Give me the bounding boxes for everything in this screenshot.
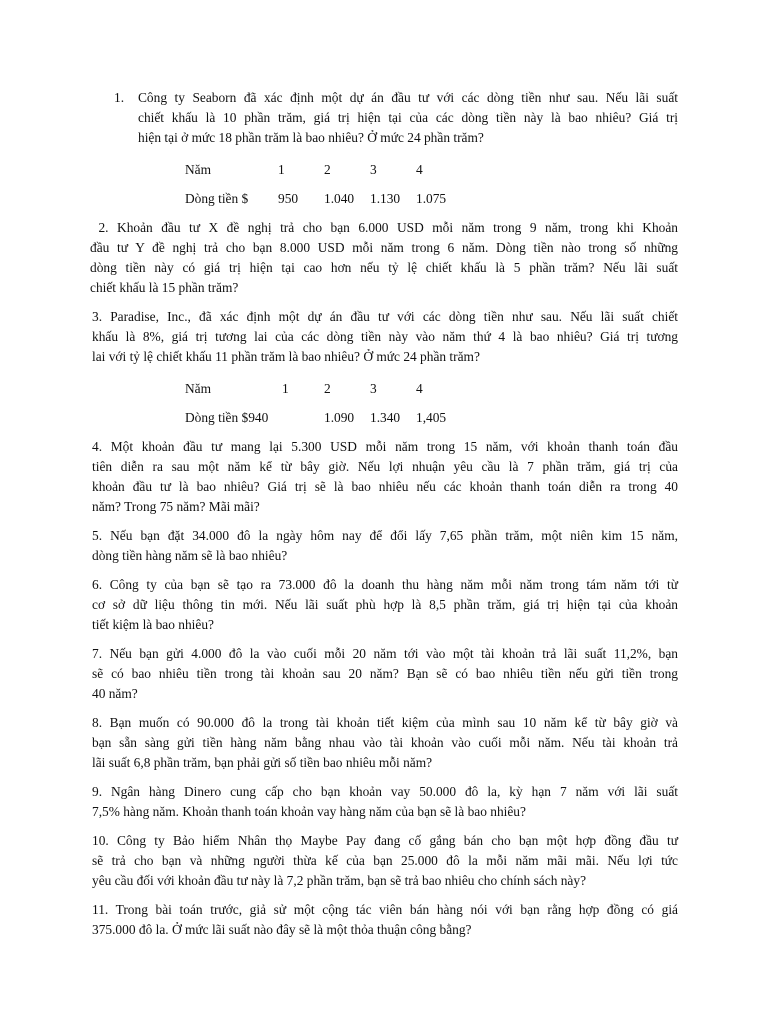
question-10-line: sẽ trả cho bạn và những người thừa kế của bạn 25.000 đô la mỗi năm mãi mãi. Nếu lợi tức (92, 853, 678, 868)
question-2 (90, 218, 678, 298)
question-7-line: 7. Nếu bạn gửi 4.000 đô la vào cuối mỗi 20 năm tới vào một tài khoản trả lãi suất 11,2%, bạn (92, 646, 678, 661)
question-3 (92, 307, 678, 367)
year-label: Năm (185, 162, 212, 177)
table-row-year (185, 160, 678, 180)
question-3-line: khấu là 8%, giá trị tương lai của các dòng tiền này vào năm thứ 4 là bao nhiêu? Giá trị tương (92, 329, 678, 344)
table-row-cashflow (185, 408, 678, 428)
question-1-cashflow-table (185, 160, 678, 209)
cashflow-cell: 1,405 (416, 410, 447, 425)
question-2-line: 2. Khoản đầu tư X đề nghị trả cho bạn 6.000 USD mỗi năm trong 9 năm, trong khi Khoản (90, 220, 678, 235)
question-1-number: 1. (114, 90, 125, 105)
question-1-line: chiết khấu là 10 phần trăm, giá trị hiện tại của các dòng tiền này là bao nhiêu? Giá trị (138, 110, 678, 125)
question-8-line: lãi suất 6,8 phần trăm, bạn phải gửi số tiền bao nhiêu mỗi năm? (92, 755, 433, 770)
cashflow-cell: 1.090 (324, 410, 355, 425)
question-7 (92, 644, 678, 704)
question-5-line: dòng tiền hàng năm sẽ là bao nhiêu? (92, 548, 288, 563)
cashflow-cell: 1.340 (370, 410, 401, 425)
question-3-line: lai với tỷ lệ chiết khấu 11 phần trăm là bao nhiêu? Ở mức 24 phần trăm? (92, 349, 480, 364)
question-11-line: 375.000 đô la. Ở mức lãi suất nào đây sẽ là một thỏa thuận công bằng? (92, 922, 472, 937)
year-cell: 1 (282, 381, 289, 396)
year-cell: 2 (324, 162, 331, 177)
question-7-line: 40 năm? (92, 686, 138, 701)
question-2-line: chiết khấu là 15 phần trăm? (90, 280, 239, 295)
cashflow-label: Dòng tiền $ (185, 191, 249, 206)
year-cell: 4 (416, 162, 423, 177)
question-8-line: bạn sẵn sàng gửi tiền hàng năm bằng nhau vào tài khoản vào cuối mỗi năm. Nếu tài khoản trả (92, 735, 678, 750)
question-10-line: 10. Công ty Bảo hiểm Nhân thọ Maybe Pay đang cố gắng bán cho bạn một hợp đồng đầu tư (92, 833, 678, 848)
year-cell: 2 (324, 381, 331, 396)
year-cell: 4 (416, 381, 423, 396)
document-page (92, 88, 678, 940)
question-4-line: tiên diễn ra sau một năm kể từ bây giờ. Nếu lợi nhuận yêu cầu là 7 phần trăm, giá trị của (92, 459, 678, 474)
question-5-line: 5. Nếu bạn đặt 34.000 đô la ngày hôm nay để đổi lấy 7,65 phần trăm, một niên kim 15 năm, (92, 528, 678, 543)
year-cell: 3 (370, 381, 377, 396)
question-1-line: Công ty Seaborn đã xác định một dự án đầu tư với các dòng tiền như sau. Nếu lãi suất (138, 90, 678, 105)
cashflow-cell: 1.040 (324, 191, 355, 206)
question-6-line: tiết kiệm là bao nhiêu? (92, 617, 214, 632)
question-4-line: 4. Một khoản đầu tư mang lại 5.300 USD mỗi năm trong 15 năm, với khoản thanh toán đầu (92, 439, 678, 454)
question-3-cashflow-table (185, 379, 678, 428)
question-6-line: 6. Công ty của bạn sẽ tạo ra 73.000 đô la doanh thu hàng năm mỗi năm trong tám năm tới từ (92, 577, 678, 592)
question-8 (92, 713, 678, 773)
question-9 (92, 782, 678, 822)
question-1 (92, 88, 678, 148)
question-9-line: 9. Ngân hàng Dinero cung cấp cho bạn khoản vay 50.000 đô la, kỳ hạn 7 năm với lãi suất (92, 784, 678, 799)
question-1-line: hiện tại ở mức 18 phần trăm là bao nhiêu? Ở mức 24 phần trăm? (138, 130, 484, 145)
question-6-line: cơ sở dữ liệu thông tin mới. Nếu lãi suất phù hợp là 8,5 phần trăm, giá trị hiện tại của khoản (92, 597, 678, 612)
year-cell: 3 (370, 162, 377, 177)
cashflow-cell: 950 (278, 191, 299, 206)
question-5 (92, 526, 678, 566)
question-9-line: 7,5% hàng năm. Khoản thanh toán khoản vay hàng năm của bạn sẽ là bao nhiêu? (92, 804, 526, 819)
question-4-line: khoản đầu tư là bao nhiêu? Giá trị sẽ là bao nhiêu nếu các khoản thanh toán diễn ra trong 40 (92, 479, 678, 494)
year-label: Năm (185, 381, 212, 396)
cashflow-cell: 1.075 (416, 191, 447, 206)
year-cell: 1 (278, 162, 285, 177)
question-7-line: sẽ có bao nhiêu tiền trong tài khoản sau 20 năm? Bạn sẽ có bao nhiêu tiền nếu gửi tiền trong (92, 666, 678, 681)
cashflow-cell: 1.130 (370, 191, 401, 206)
question-4 (92, 437, 678, 517)
question-8-line: 8. Bạn muốn có 90.000 đô la trong tài khoản tiết kiệm của mình sau 10 năm kể từ bây giờ và (92, 715, 678, 730)
question-6 (92, 575, 678, 635)
table-row-cashflow (185, 189, 678, 209)
question-10 (92, 831, 678, 891)
question-2-line: đầu tư Y đề nghị trả cho bạn 8.000 USD mỗi năm trong 6 năm. Dòng tiền nào trong số những (90, 240, 678, 255)
cashflow-label: Dòng tiền $940 (185, 410, 269, 425)
question-11-line: 11. Trong bài toán trước, giả sử một cộng tác viên bán hàng nói với bạn rằng hợp đồng có giá (92, 902, 678, 917)
question-4-line: năm? Trong 75 năm? Mãi mãi? (92, 499, 260, 514)
table-row-year (185, 379, 678, 399)
question-10-line: yêu cầu đối với khoản đầu tư này là 7,2 phần trăm, bạn sẽ trả bao nhiêu cho chính sách này? (92, 873, 587, 888)
question-11 (92, 900, 678, 940)
question-2-line: dòng tiền này có giá trị hiện tại cao hơn nếu tỷ lệ chiết khấu là 5 phần trăm? Nếu lãi suất (90, 260, 678, 275)
question-3-line: 3. Paradise, Inc., đã xác định một dự án đầu tư với các dòng tiền như sau. Nếu lãi suất chiết (92, 309, 678, 324)
